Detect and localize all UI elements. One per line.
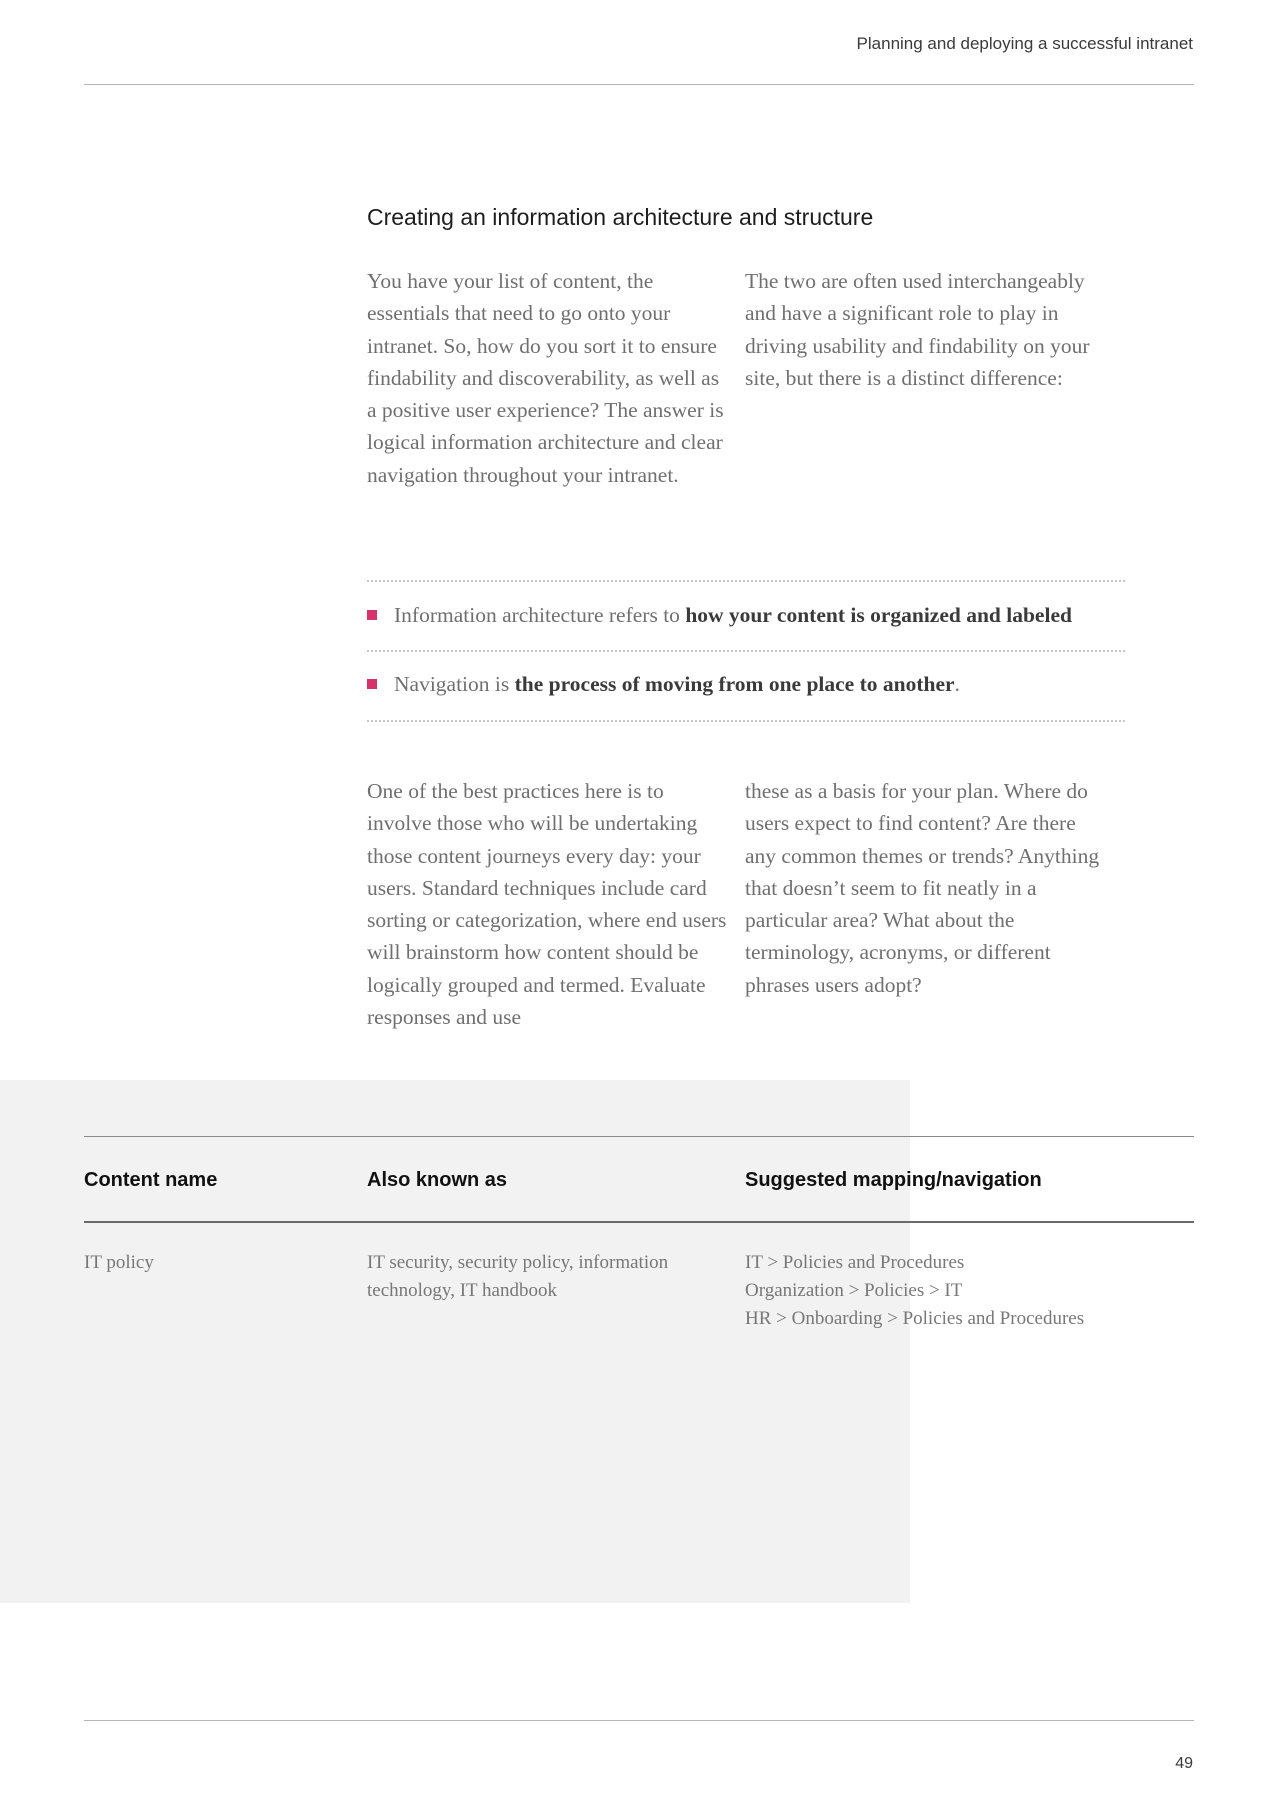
bullet-item-information-architecture: [367, 603, 1147, 628]
bullet-divider-middle: [367, 650, 1125, 652]
mapping-line: IT > Policies and Procedures: [745, 1252, 965, 1273]
table-cell-also-known-as: [367, 1249, 668, 1305]
bullet-square-icon: [367, 610, 377, 620]
table-header-rule: [84, 1221, 1194, 1223]
bullet-text-bold: how your content is organized and labeled: [685, 603, 1072, 627]
mapping-line: Organization > Policies > IT: [745, 1280, 963, 1301]
footer-divider: [84, 1720, 1194, 1721]
intro-paragraph-left: You have your list of content, the essentials that need to go onto your intranet. So, how do you sort it to ensure findability and discoverability, as well as a positive user experience? The answer is logical information architecture and clear navigation throughout your intranet.: [367, 269, 724, 487]
bullet-text-suffix: .: [954, 672, 960, 696]
table-header-also-known-as: Also known as: [367, 1169, 508, 1191]
table-cell-content-name: IT policy: [84, 1252, 154, 1273]
mapping-line: HR > Onboarding > Policies and Procedures: [745, 1308, 1085, 1329]
bullet-divider-bottom: [367, 720, 1125, 722]
header-divider: [84, 84, 1194, 85]
page-number: 49: [1175, 1755, 1193, 1772]
bullet-divider-top: [367, 580, 1125, 582]
table-header-suggested-mapping: Suggested mapping/navigation: [745, 1169, 1042, 1191]
section-title: Creating an information architecture and structure: [367, 204, 874, 230]
table-cell-suggested-mapping: [745, 1249, 1084, 1333]
body-paragraph-right: these as a basis for your plan. Where do users expect to find content? Are there any common themes or trends? Anything that doesn’t seem to fit neatly in a particular area? What about the terminology, acronyms, or different phrases users adopt?: [745, 779, 1100, 997]
bullet-text-bold: the process of moving from one place to another: [514, 672, 955, 696]
running-header: Planning and deploying a successful intranet: [856, 34, 1193, 53]
bullet-text-prefix: Information architecture refers to: [394, 603, 686, 627]
table-header-content-name: Content name: [84, 1169, 218, 1191]
bullet-text-prefix: Navigation is: [394, 672, 515, 696]
intro-paragraph-right: The two are often used interchangeably and have a significant role to play in driving usability and findability on your site, but there is a distinct difference:: [745, 269, 1090, 390]
table-top-rule: [84, 1136, 1194, 1137]
body-paragraph-left: One of the best practices here is to involve those who will be undertaking those content journeys every day: your users. Standard techniques include card sorting or categorization, where end users will brainstorm how content should be logically grouped and termed. Evaluate responses and use: [367, 779, 727, 1030]
aka-line: IT security, security policy, information: [367, 1252, 669, 1273]
aka-line: technology, IT handbook: [367, 1280, 557, 1301]
table-background-panel: [0, 1080, 910, 1603]
bullet-square-icon: [367, 679, 377, 689]
bullet-item-navigation: [367, 672, 1147, 697]
